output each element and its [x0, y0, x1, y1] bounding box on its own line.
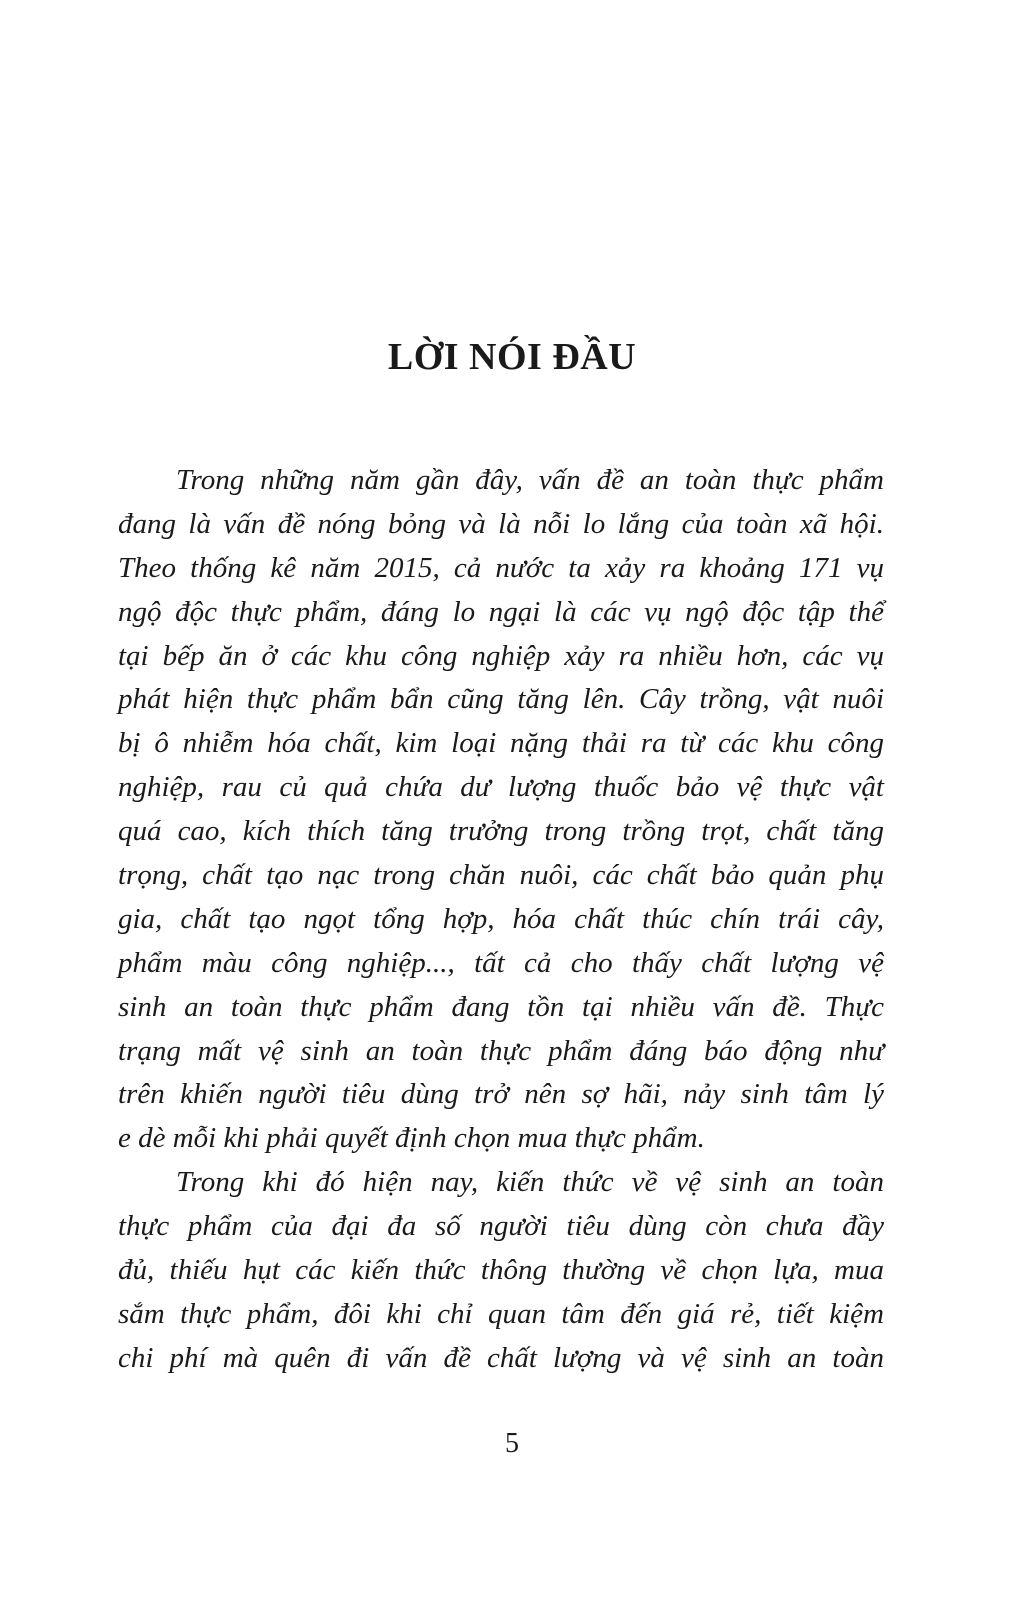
paragraph-line: e dè mỗi khi phải quyết định chọn mua thực phẩm. [118, 1122, 705, 1155]
paragraph-line: trạng mất vệ sinh an toàn thực phẩm đáng báo động như [118, 1034, 884, 1067]
paragraph-line: đang là vấn đề nóng bỏng và là nỗi lo lắng của toàn xã hội. [118, 507, 884, 540]
paragraph-line: sinh an toàn thực phẩm đang tồn tại nhiều vấn đề. Thực [118, 990, 884, 1023]
paragraph-line: thực phẩm của đại đa số người tiêu dùng còn chưa đầy [118, 1210, 884, 1243]
paragraph-line: trọng, chất tạo nạc trong chăn nuôi, các chất bảo quản phụ [118, 859, 884, 892]
paragraph-line: ngộ độc thực phẩm, đáng lo ngại là các vụ ngộ độc tập thể [118, 595, 884, 628]
paragraph-line: sắm thực phẩm, đôi khi chỉ quan tâm đến giá rẻ, tiết kiệm [118, 1297, 884, 1330]
body-text [118, 459, 884, 1381]
paragraph-line: đủ, thiếu hụt các kiến thức thông thường về chọn lựa, mua [118, 1254, 884, 1287]
paragraph-line: phát hiện thực phẩm bẩn cũng tăng lên. Cây trồng, vật nuôi [118, 683, 884, 716]
paragraph-line: phẩm màu công nghiệp..., tất cả cho thấy chất lượng vệ [118, 946, 884, 979]
paragraph-line: trên khiến người tiêu dùng trở nên sợ hãi, nảy sinh tâm lý [118, 1078, 884, 1111]
page-number: 5 [505, 1428, 519, 1459]
paragraph-line: Trong khi đó hiện nay, kiến thức về vệ sinh an toàn [176, 1166, 884, 1199]
paragraph-line: bị ô nhiễm hóa chất, kim loại nặng thải ra từ các khu công [118, 727, 884, 760]
paragraph-line: Trong những năm gần đây, vấn đề an toàn thực phẩm [176, 464, 884, 496]
paragraph-line: chi phí mà quên đi vấn đề chất lượng và vệ sinh an toàn [118, 1341, 884, 1374]
paragraph-line: nghiệp, rau củ quả chứa dư lượng thuốc bảo vệ thực vật [118, 771, 884, 804]
paragraph-line: quá cao, kích thích tăng trưởng trong trồng trọt, chất tăng [118, 815, 884, 848]
paragraph-line: gia, chất tạo ngọt tổng hợp, hóa chất thúc chín trái cây, [118, 902, 884, 935]
paragraph-line: Theo thống kê năm 2015, cả nước ta xảy ra khoảng 171 vụ [118, 551, 884, 584]
chapter-title: LỜI NÓI ĐẦU [387, 336, 637, 378]
paragraph-line: tại bếp ăn ở các khu công nghiệp xảy ra nhiều hơn, các vụ [118, 639, 884, 672]
